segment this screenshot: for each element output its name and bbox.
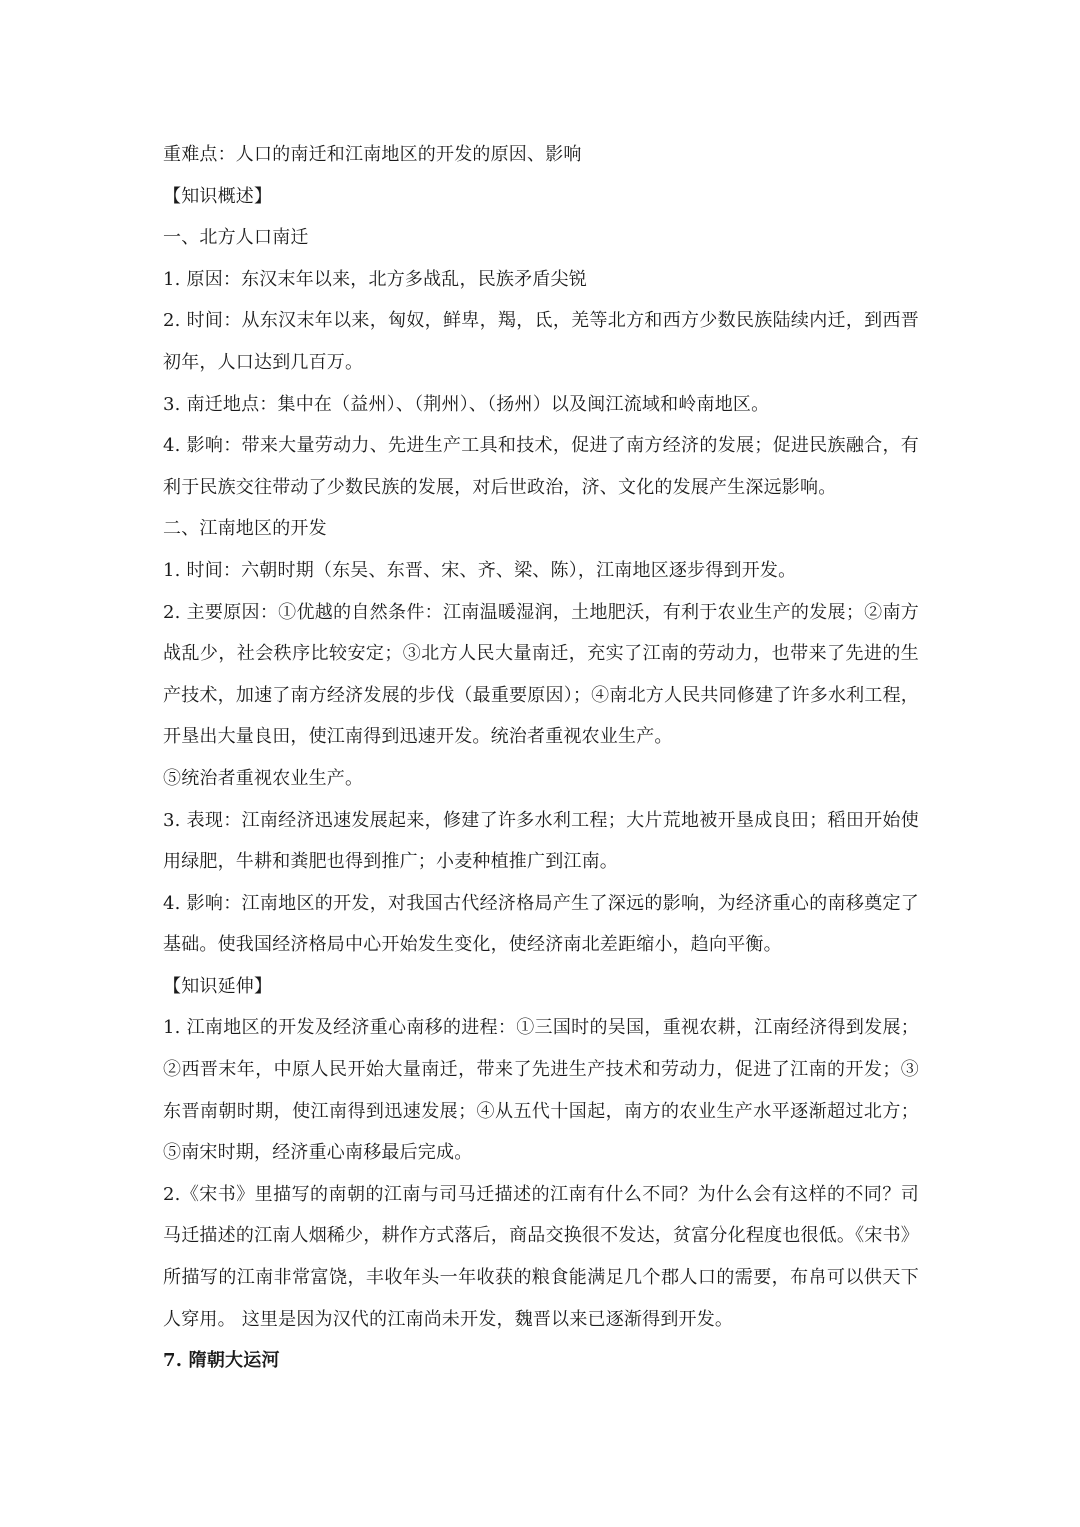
s2-impact: 4. 影响：江南地区的开发，对我国古代经济格局产生了深远的影响，为经济重心的南移奠定了基础。使我国经济格局中心开始发生变化，使经济南北差距缩小，趋向平衡。 [163, 892, 919, 956]
s2-time: 1. 时间：六朝时期（东吴、东晋、宋、齐、梁、陈），江南地区逐步得到开发。 [163, 559, 797, 581]
extension-title: 【知识延伸】 [163, 975, 273, 997]
s1-destination: 3. 南迁地点：集中在（益州）、（荆州）、（扬州）以及闽江流域和岭南地区。 [163, 393, 770, 415]
section1-title: 一、北方人口南迁 [163, 227, 309, 249]
s1-time: 2. 时间：从东汉末年以来，匈奴，鲜卑，羯，氐，羌等北方和西方少数民族陆续内迁，到西晋初年，人口达到几百万。 [163, 310, 919, 373]
section2-title: 二、江南地区的开发 [163, 518, 327, 540]
s1-impact: 4. 影响：带来大量劳动力、先进生产工具和技术，促进了南方经济的发展；促进民族融合，有利于民族交往带动了少数民族的发展，对后世政治，济、文化的发展产生深远影响。 [163, 435, 919, 498]
s1-reason: 1. 原因：东汉末年以来，北方多战乱，民族矛盾尖锐 [163, 268, 587, 290]
difficulty-line: 重难点：人口的南迁和江南地区的开发的原因、影响 [163, 144, 582, 165]
ext-process: 1. 江南地区的开发及经济重心南移的进程：①三国时的吴国，重视农耕，江南经济得到发展；②西晋末年，中原人民开始大量南迁，带来了先进生产技术和劳动力，促进了江南的开发；③东晋南朝时期，使江南得到迅速发展；④从五代十国起，南方的农业生产水平逐渐超过北方；⑤南宋时期，经济重心南移最后完成。 [163, 1017, 919, 1164]
document-body [163, 134, 919, 1382]
s2-reasons: 2. 主要原因：①优越的自然条件：江南温暖湿润，土地肥沃，有利于农业生产的发展；②南方战乱少，社会秩序比较安定；③北方人民大量南迁，充实了江南的劳动力，也带来了先进的生产技术，加速了南方经济发展的步伐（最重要原因）；④南北方人民共同修建了许多水利工程，开垦出大量良田，使江南得到迅速开发。统治者重视农业生产。 [163, 601, 919, 748]
ext-songshu: 2.《宋书》里描写的南朝的江南与司马迁描述的江南有什么不同？为什么会有这样的不同？司马迁描述的江南人烟稀少，耕作方式落后，商品交换很不发达，贫富分化程度也很低。《宋书》所描写的江南非常富饶，丰收年头一年收获的粮食能满足几个郡人口的需要，布帛可以供天下人穿用。 这里是因为汉代的江南尚未开发，魏晋以来已逐渐得到开发。 [163, 1183, 919, 1330]
s2-performance: 3. 表现：江南经济迅速发展起来，修建了许多水利工程；大片荒地被开垦成良田；稻田开始使用绿肥，牛耕和粪肥也得到推广；小麦种植推广到江南。 [163, 809, 919, 873]
overview-title: 【知识概述】 [163, 185, 273, 207]
s2-reason-5: ⑤统治者重视农业生产。 [163, 767, 364, 789]
next-section-title: 7. 隋朝大运河 [163, 1350, 280, 1372]
